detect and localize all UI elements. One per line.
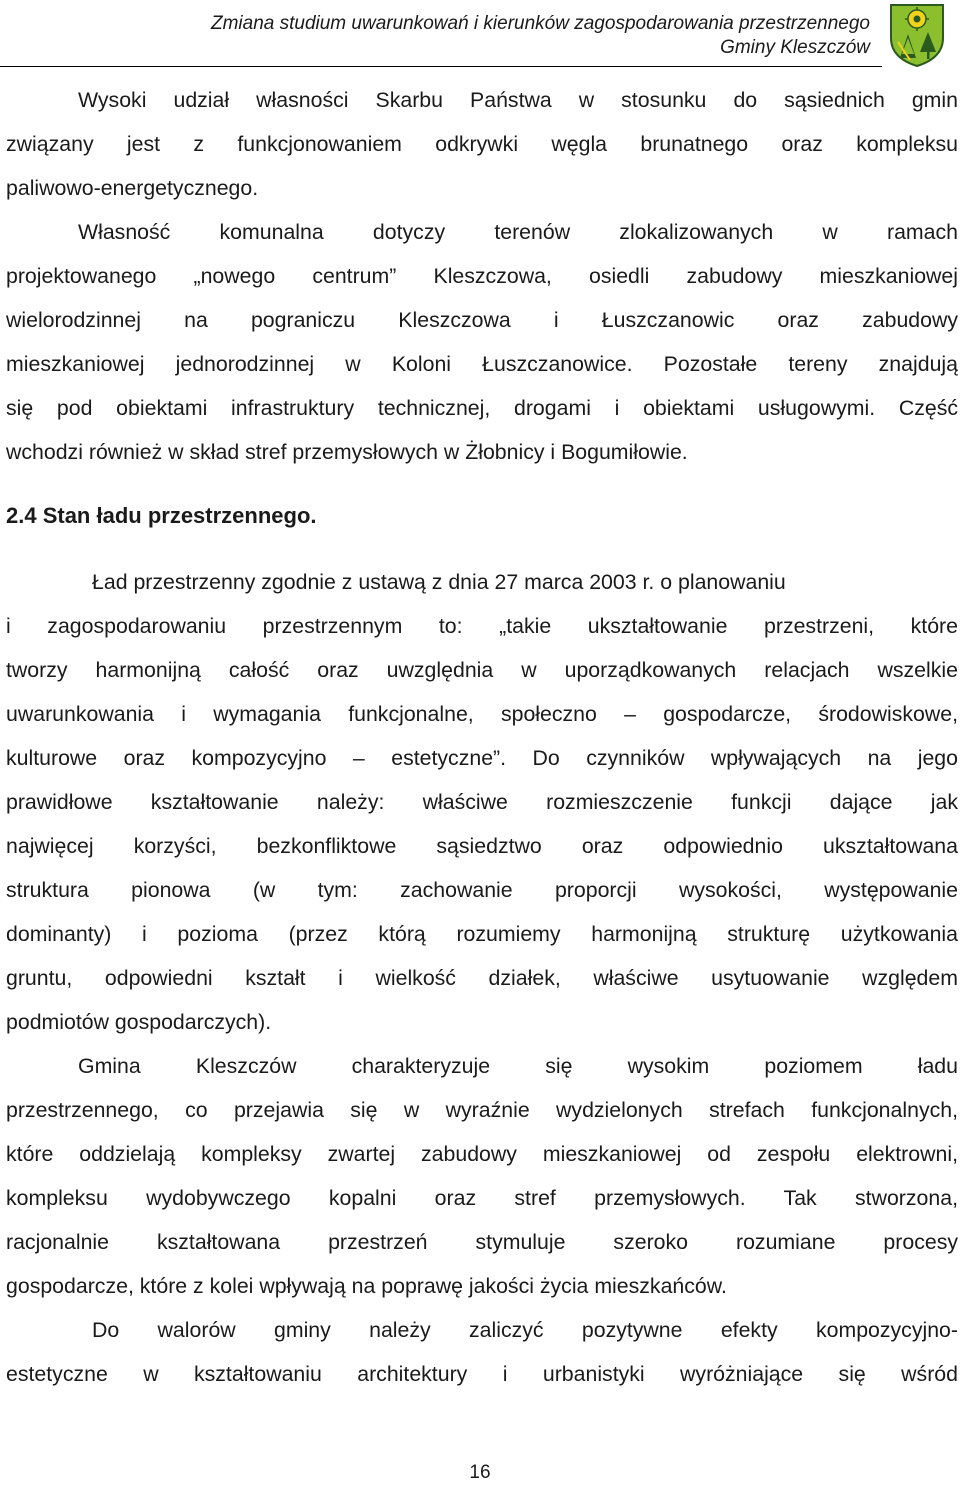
paragraph-3-cont <box>6 824 958 868</box>
paragraph-line: które oddzielają kompleksy zwartej zabudowy mieszkaniowej od zespołu elektrowni, <box>6 1142 958 1166</box>
paragraph-line: podmiotów gospodarczych). <box>6 1010 272 1034</box>
paragraph-3-cont <box>6 868 958 912</box>
document-body <box>6 78 958 1396</box>
paragraph-3 <box>6 560 946 604</box>
paragraph-line: i zagospodarowaniu przestrzennym to: „takie ukształtowanie przestrzeni, które <box>6 614 958 638</box>
paragraph-line: struktura pionowa (w tym: zachowanie proporcji wysokości, występowanie <box>6 878 958 902</box>
paragraph-line: gospodarcze, które z kolei wpływają na poprawę jakości życia mieszkańców. <box>6 1274 727 1298</box>
spacer <box>6 474 958 494</box>
paragraph-1-end <box>6 166 958 210</box>
paragraph-4-cont <box>6 1088 958 1132</box>
paragraph-line: przestrzennego, co przejawia się w wyraźnie wydzielonych strefach funkcjonalnych, <box>6 1098 958 1122</box>
paragraph-4 <box>6 1044 958 1088</box>
paragraph-line: estetyczne w kształtowaniu architektury i urbanistyki wyróżniające się wśród <box>6 1362 958 1386</box>
paragraph-line: tworzy harmonijną całość oraz uwzględnia w uporządkowanych relacjach wszelkie <box>6 658 958 682</box>
header-divider <box>0 66 882 67</box>
paragraph-line: się pod obiektami infrastruktury technicznej, drogami i obiektami usługowymi. Część <box>6 396 958 420</box>
paragraph-4-end <box>6 1264 958 1308</box>
paragraph-4-cont <box>6 1176 958 1220</box>
paragraph-line: mieszkaniowej jednorodzinnej w Koloni Łuszczanowice. Pozostałe tereny znajdują <box>6 352 958 376</box>
paragraph-line: Gmina Kleszczów charakteryzuje się wysokim poziomem ładu <box>78 1054 958 1078</box>
paragraph-3-end <box>6 1000 958 1044</box>
paragraph-line: wchodzi również w skład stref przemysłowych w Żłobnicy i Bogumiłowie. <box>6 440 688 464</box>
paragraph-5 <box>6 1308 958 1352</box>
paragraph-line: gruntu, odpowiedni kształt i wielkość działek, właściwe usytuowanie względem <box>6 966 958 990</box>
paragraph-2-cont <box>6 386 958 430</box>
paragraph-line: paliwowo-energetycznego. <box>6 176 259 200</box>
paragraph-line: kulturowe oraz kompozycyjno – estetyczne”. Do czynników wpływających na jego <box>6 746 958 770</box>
paragraph-3-cont <box>6 912 958 956</box>
header-title-line1: Zmiana studium uwarunkowań i kierunków zagospodarowania przestrzennego <box>210 13 870 34</box>
paragraph-3-cont <box>6 648 958 692</box>
paragraph-line: dominanty) i pozioma (przez którą rozumiemy harmonijną strukturę użytkowania <box>6 922 958 946</box>
paragraph-4-cont <box>6 1132 958 1176</box>
paragraph-line: kompleksu wydobywczego kopalni oraz stref przemysłowych. Tak stworzona, <box>6 1186 958 1210</box>
section-heading: 2.4 Stan ładu przestrzennego. <box>6 503 317 528</box>
page-header <box>0 0 960 68</box>
paragraph-line: Własność komunalna dotyczy terenów zlokalizowanych w ramach <box>78 220 958 244</box>
municipal-coat-of-arms-icon <box>888 2 946 68</box>
paragraph-4-cont <box>6 1220 958 1264</box>
paragraph-line: wielorodzinnej na pograniczu Kleszczowa i Łuszczanowic oraz zabudowy <box>6 308 958 332</box>
paragraph-3-cont <box>6 692 958 736</box>
spacer <box>6 538 958 560</box>
paragraph-line: Do walorów gminy należy zaliczyć pozytywne efekty kompozycyjno- <box>92 1318 958 1342</box>
paragraph-line: uwarunkowania i wymagania funkcjonalne, społeczno – gospodarcze, środowiskowe, <box>6 702 958 726</box>
paragraph-line: projektowanego „nowego centrum” Kleszczowa, osiedli zabudowy mieszkaniowej <box>6 264 958 288</box>
paragraph-line: związany jest z funkcjonowaniem odkrywki węgla brunatnego oraz kompleksu <box>6 132 958 156</box>
paragraph-line: Wysoki udział własności Skarbu Państwa w stosunku do sąsiednich gmin <box>78 88 958 112</box>
page-number: 16 <box>469 1462 491 1483</box>
paragraph-line: Ład przestrzenny zgodnie z ustawą z dnia 27 marca 2003 r. o planowaniu <box>92 570 786 594</box>
paragraph-3-cont <box>6 956 958 1000</box>
paragraph-2-cont <box>6 254 958 298</box>
paragraph-5-cont <box>6 1352 958 1396</box>
paragraph-line: prawidłowe kształtowanie należy: właściwe rozmieszczenie funkcji dające jak <box>6 790 958 814</box>
paragraph-3-cont <box>6 604 958 648</box>
paragraph-2-end <box>6 430 958 474</box>
paragraph-line: najwięcej korzyści, bezkonfliktowe sąsiedztwo oraz odpowiednio ukształtowana <box>6 834 958 858</box>
paragraph-1-cont <box>6 122 958 166</box>
paragraph-line: racjonalnie kształtowana przestrzeń stymuluje szeroko rozumiane procesy <box>6 1230 958 1254</box>
paragraph-2 <box>6 210 958 254</box>
paragraph-1 <box>6 78 958 122</box>
header-title <box>211 12 870 60</box>
paragraph-2-cont <box>6 342 958 386</box>
header-title-line2: Gminy Kleszczów <box>720 37 870 58</box>
paragraph-2-cont <box>6 298 958 342</box>
paragraph-3-cont <box>6 736 958 780</box>
paragraph-3-cont <box>6 780 958 824</box>
